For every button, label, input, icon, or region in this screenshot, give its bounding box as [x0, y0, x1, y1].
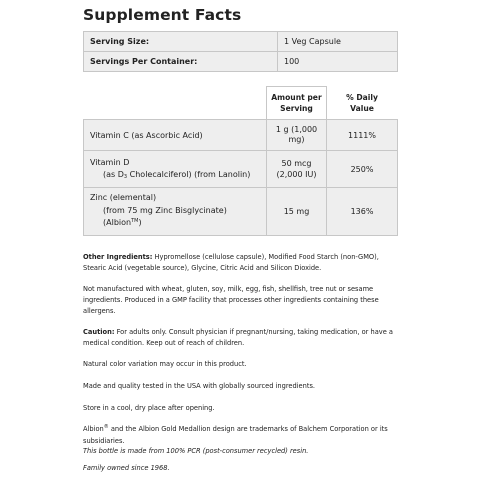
- nutrient-row-zinc: [84, 188, 398, 236]
- albion-trademark-note: [83, 424, 403, 447]
- registered-mark: ®: [103, 424, 109, 430]
- caution-text: For adults only. Consult physician if pregnant/nursing, taking medication, or have a medical condition. Keep out of reach of children.: [83, 328, 393, 347]
- albion-trademark-b: and the Albion Gold Medallion design are trademarks of Balchem Corporation or its subsidiaries.: [83, 425, 388, 445]
- supplement-facts-table: [83, 31, 398, 72]
- vitamin-d-name: Vitamin D: [90, 157, 130, 167]
- caution-statement: [83, 327, 403, 349]
- zinc-dv: 136%: [327, 188, 398, 236]
- nutrient-table: [83, 86, 398, 236]
- vitamin-d-amount: [267, 151, 327, 188]
- servings-per-container-value: 100: [278, 52, 398, 72]
- other-ingredients-text: Hypromellose (cellulose capsule), Modified Food Starch (non-GMO), Stearic Acid (vegetable source), Glycine, Citric Acid and Silicon Dioxide.: [83, 253, 379, 272]
- color-variation-note: Natural color variation may occur in this product.: [83, 360, 247, 368]
- vitamin-d-amount-line1: 50 mcg: [281, 159, 312, 168]
- nutrient-header-blank: [84, 87, 267, 120]
- family-owned-note: Family owned since 1968.: [83, 464, 170, 472]
- recycled-bottle-note: This bottle is made from 100% PCR (post-consumer recycled) resin.: [83, 447, 309, 455]
- vitamin-c-amount: [267, 120, 327, 151]
- page-title: Supplement Facts: [83, 6, 242, 24]
- serving-size-label: Serving Size:: [84, 32, 278, 52]
- zinc-detail1: (from 75 mg Zinc Bisglycinate): [103, 205, 227, 215]
- vitamin-d-detail: [90, 169, 250, 182]
- vitamin-d-dv: 250%: [327, 151, 398, 188]
- storage-note: Store in a cool, dry place after opening.: [83, 404, 215, 412]
- zinc-name: Zinc (elemental): [90, 193, 157, 203]
- serving-size-value: 1 Veg Capsule: [278, 32, 398, 52]
- amount-header-line2: Serving: [280, 104, 313, 113]
- nutrient-header-row: [84, 87, 398, 120]
- zinc-detail2-b: ): [138, 218, 142, 228]
- trademark-superscript: TM: [131, 218, 139, 225]
- daily-value-header: % Daily Value: [327, 87, 398, 120]
- other-ingredients-label: Other Ingredients:: [83, 253, 153, 261]
- servings-per-container-label: Servings Per Container:: [84, 52, 278, 72]
- nutrient-row-vitamin-c: [84, 120, 398, 151]
- nutrient-row-vitamin-d: [84, 151, 398, 188]
- amount-header: [267, 87, 327, 120]
- vitamin-c-name: Vitamin C (as Ascorbic Acid): [84, 120, 267, 151]
- vitamin-d-detail-a: (as D: [103, 169, 124, 179]
- vitamin-c-amount-line1: 1 g (1,000: [275, 125, 318, 134]
- zinc-detail2-a: (Albion: [103, 218, 132, 228]
- zinc-name-cell: [84, 188, 267, 236]
- vitamin-c-dv: 1111%: [327, 120, 398, 151]
- made-in-usa-note: Made and quality tested in the USA with globally sourced ingredients.: [83, 382, 316, 390]
- serving-size-row: [84, 32, 398, 52]
- vitamin-d-amount-line2: (2,000 IU): [276, 170, 317, 179]
- zinc-detail2: [90, 217, 142, 231]
- servings-per-container-row: [84, 52, 398, 72]
- caution-label: Caution:: [83, 328, 115, 336]
- vitamin-d-subscript: 3: [123, 174, 128, 180]
- amount-header-line1: Amount per: [271, 93, 322, 102]
- other-ingredients: [83, 252, 403, 274]
- vitamin-c-amount-line2: mg): [288, 135, 305, 144]
- vitamin-d-name-cell: [84, 151, 267, 188]
- zinc-amount: 15 mg: [267, 188, 327, 236]
- allergen-statement: Not manufactured with wheat, gluten, soy, milk, egg, fish, shellfish, tree nut or sesame ingredients. Produced in a GMP facility that processes other ingredients containing these allergens.: [83, 285, 379, 315]
- vitamin-d-detail-b: Cholecalciferol) (from Lanolin): [127, 169, 251, 179]
- albion-trademark-a: Albion: [83, 425, 104, 433]
